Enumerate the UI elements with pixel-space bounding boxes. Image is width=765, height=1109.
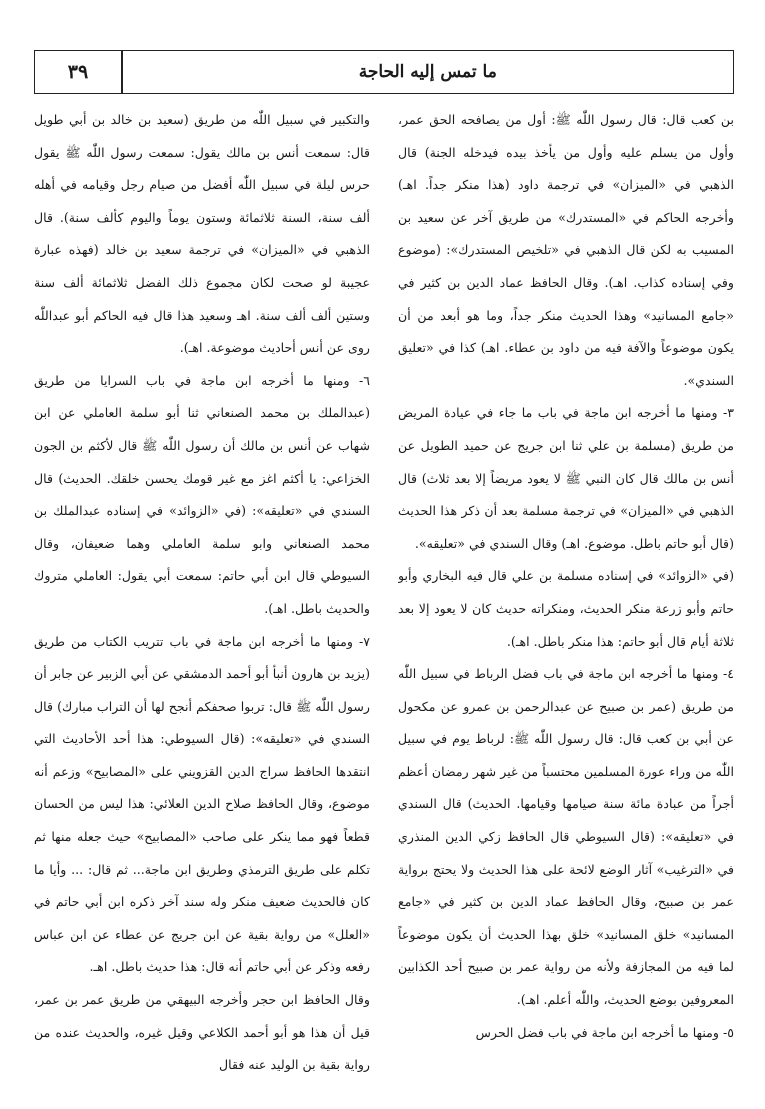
paragraph: (في «الزوائد» في إسناده مسلمة بن علي قال فيه البخاري وأبو حاتم وأبو زرعة منكر الحديث، ومنكراته حديث كان لا يعود إلا بعد ثلاثة أيام قال أبو حاتم: هذا منكر باطل. اهـ).	[398, 568, 734, 649]
paragraph: ٧- ومنها ما أخرجه ابن ماجة في باب تتريب الكتاب من طريق (يزيد بن هارون أنبأ أبو أحمد الدمشقي عن أبي الزبير عن جابر أن رسول اللّٰه ﷺ قال: تربوا صحفكم أنجح لها أن التراب مبارك) قال السندي في «تعليقه»: (قال السيوطي: هذا أحد الأحاديث التي انتقدها الحافظ سراج الدين القزويني على «المصابيح» وزعم أنه موضوع، وقال الحافظ صلاح الدين العلائي: هذا ليس من الحسان قطعاً فهو مما ينكر على صاحب «المصابيح» حيث جعله منها ثم تكلم على طريق الترمذي وطريق ابن ماجة... ثم قال: ... وأيا ما كان فالحديث ضعيف منكر وله سند آخر ذكره ابن أبي حاتم في «العلل» من رواية بقية عن ابن جريج عن عطاء عن ابن عباس رفعه وذكر عن أبي حاتم أنه قال: هذا حديث باطل. اهـ.	[34, 633, 370, 975]
header-divider	[121, 51, 123, 93]
paragraph: ٦- ومنها ما أخرجه ابن ماجة في باب السرايا من طريق (عبدالملك بن محمد الصنعاني ثنا أبو سلمة العاملي عن ابن شهاب عن أنس بن مالك أن رسول اللّٰه ﷺ قال لأكثم بن الجون الخزاعي: يا أكثم اغز مع غير قومك يحسن خلقك. الحديث) قال السندي في «تعليقه»: (في «الزوائد» في إسناده عبدالملك بن محمد الصنعاني وابو سلمة العاملي وهما ضعيفان، وقال السيوطي قال ابن أبي حاتم: سمعت أبي يقول: العاملي متروك والحديث باطل. اهـ).	[34, 372, 370, 616]
paragraph: بن كعب قال: قال رسول اللّٰه ﷺ: أول من يصافحه الحق عمر، وأول من يسلم عليه وأول من يأخذ بيده فيدخله الجنة) قال الذهبي في «الميزان» في ترجمة داود (هذا منكر جداً. اهـ) وأخرجه الحاكم في «المستدرك» من طريق آخر عن سعيد بن المسيب به لكن قال الذهبي في «تلخيص المستدرك»: (موضوع وفي إسناده كذاب. اهـ). وقال الحافظ عماد الدين بن كثير في «جامع المسانيد» وهذا الحديث منكر جداً، وما هو أبعد من أن يكون موضوعاً والآفة فيه من داود بن عطاء. اهـ) كذا في «تعليق السندي».	[398, 112, 734, 388]
paragraph: ٥- ومنها ما أخرجه ابن ماجة في باب فضل الحرس	[475, 1024, 734, 1040]
running-header	[34, 50, 734, 94]
paragraph: ٤- ومنها ما أخرجه ابن ماجة في باب فضل الرباط في سبيل اللّٰه من طريق (عمر بن صبيح عن عبدالرحمن بن عمرو عن مكحول عن أبي بن كعب قال: قال رسول اللّٰه ﷺ: لرباط يوم في سبيل اللّٰه من وراء عورة المسلمين محتسباً من غير شهر رمضان أعظم أجراً من عبادة مائة سنة صيامها وقيامها. الحديث) قال السندي في «تعليقه»: (قال السيوطي قال الحافظ زكي الدين المنذري في «الترغيب» آثار الوضع لائحة على هذا الحديث ولا يحتج برواية عمر بن صبيح، وقال الحافظ عماد الدين بن كثير في «جامع المسانيد» خلق المسانيد» خلق بهذا الحديث أن يكون موضوعاً لما فيه من المجازفة ولأنه من رواية عمر بن صبيح أحد الكذابين المعروفين بوضع الحديث، واللّٰه أعلم. اهـ).	[398, 666, 734, 1008]
paragraph: ٣- ومنها ما أخرجه ابن ماجة في باب ما جاء في عيادة المريض من طريق (مسلمة بن علي ثنا ابن جريج عن حميد الطويل عن أنس بن مالك قال كان النبي ﷺ لا يعود مريضاً إلا بعد ثلاث) قال الذهبي في «الميزان» في ترجمة مسلمة بعد أن ذكر هذا الحديث (قال أبو حاتم باطل. موضوع. اهـ) وقال السندي في «تعليقه».	[398, 405, 734, 551]
page-number: ٣٩	[67, 61, 89, 83]
paragraph: وقال الحافظ ابن حجر وأخرجه البيهقي من طريق عمر بن عمر، قيل أن هذا هو أبو أحمد الكلاعي وقيل غيره، والحديث عنده من رواية بقية بن الوليد عنه فقال	[34, 992, 370, 1073]
paragraph: والتكبير في سبيل اللّٰه من طريق (سعيد بن خالد بن أبي طويل قال: سمعت أنس بن مالك يقول: سمعت رسول اللّٰه ﷺ يقول حرس ليلة في سبيل اللّٰه أفضل من صيام رجل وقيامه في أهله ألف سنة، السنة ثلاثمائة وستون يوماً واليوم كألف سنة). قال الذهبي في «الميزان» في ترجمة سعيد بن خالد (فهذه عبارة عجيبة لو صحت لكان مجموع ذلك الفضل ثلاثمائة ألف سنة وستين ألف ألف سنة. اهـ وسعيد هذا قال فيه الحاكم أبو عبداللّٰه روى عن أنس أحاديث موضوعة. اهـ).	[34, 112, 370, 356]
text-columns	[34, 104, 734, 1094]
right-column	[398, 104, 734, 1094]
book-page	[22, 50, 744, 1090]
left-column	[34, 104, 370, 1094]
running-title: ما تمس إليه الحاجة	[358, 62, 497, 82]
